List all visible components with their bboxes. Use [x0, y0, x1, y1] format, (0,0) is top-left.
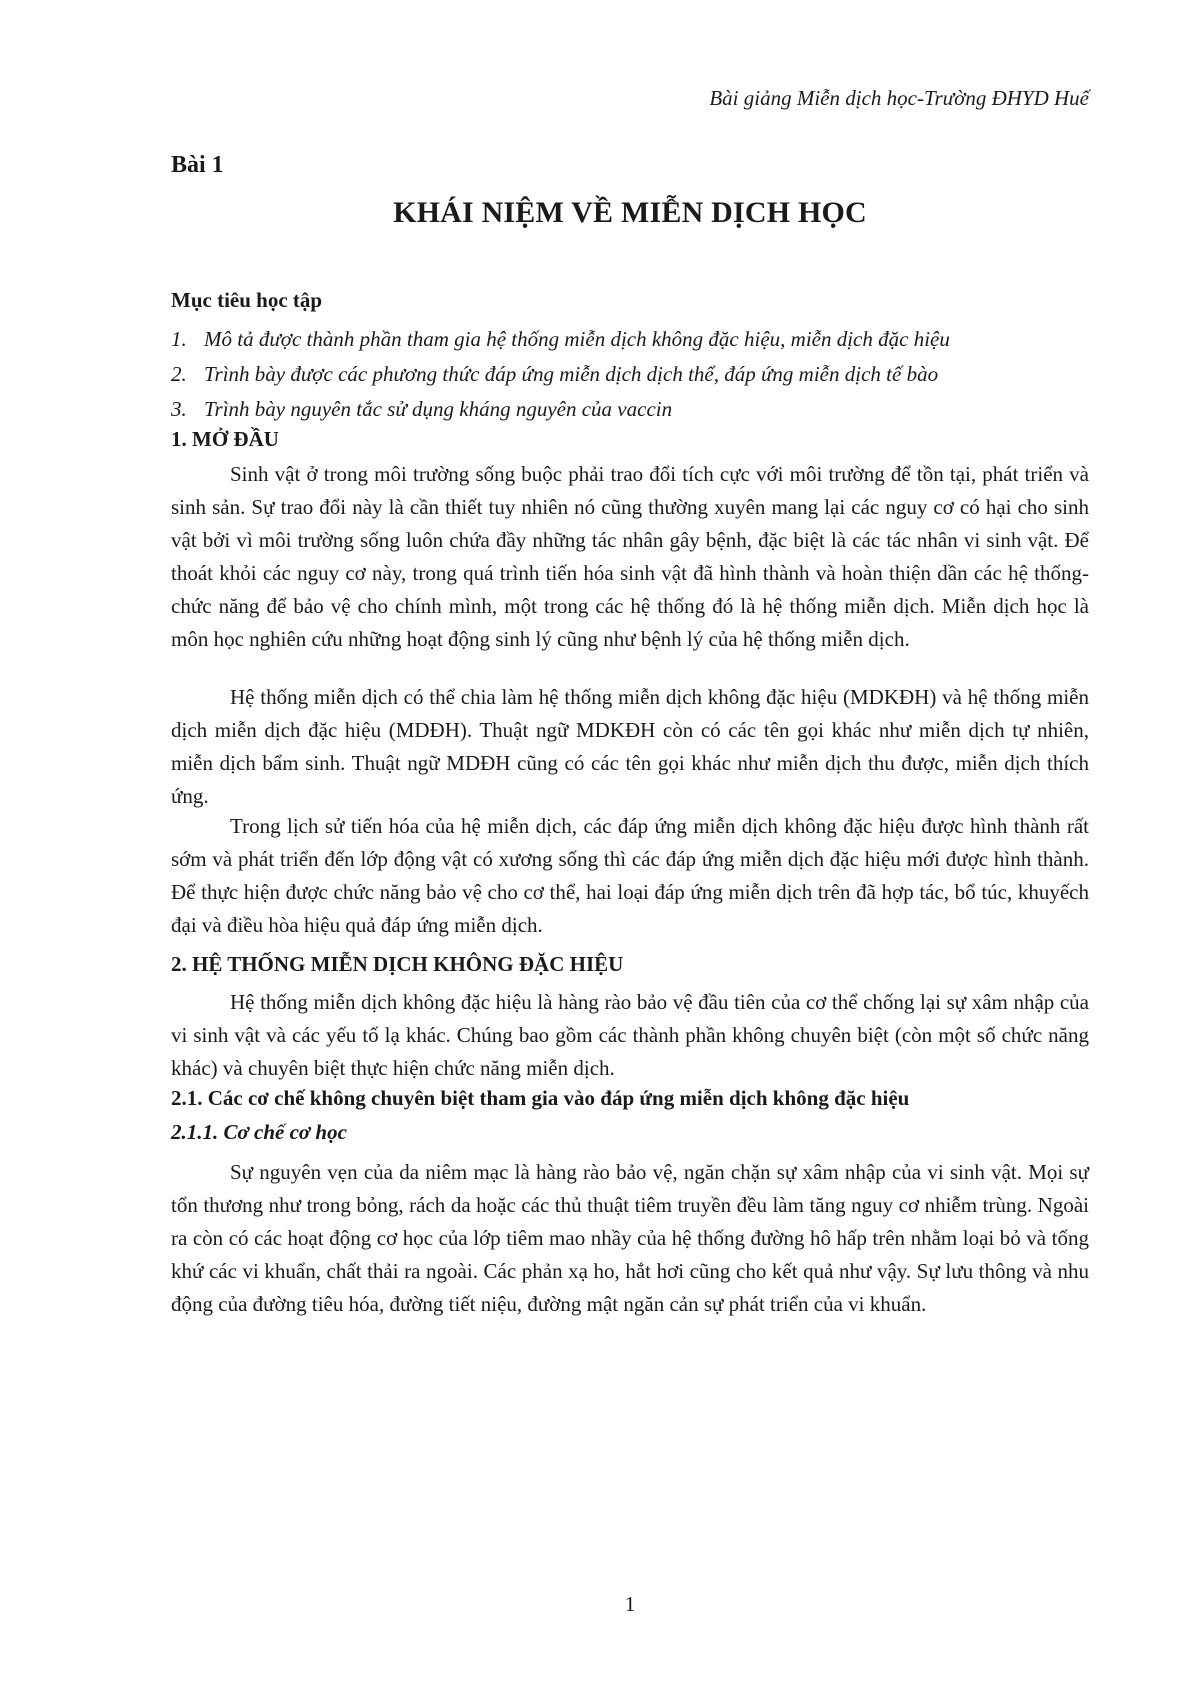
section-heading-intro: 1. MỞ ĐẦU: [171, 427, 279, 451]
paragraph: Hệ thống miễn dịch có thể chia làm hệ thống miễn dịch không đặc hiệu (MDKĐH) và hệ thống miễn dịch miễn dịch đặc hiệu (MDĐH). Thuật ngữ MDKĐH còn có các tên gọi khác như miễn dịch tự nhiên, miễn dịch bẩm sinh. Thuật ngữ MDĐH cũng có các tên gọi khác như miễn dịch thu được, miễn dịch thích ứng.: [171, 685, 1089, 808]
paragraph: Trong lịch sử tiến hóa của hệ miễn dịch, các đáp ứng miễn dịch không đặc hiệu được hình thành rất sớm và phát triển đến lớp động vật có xương sống thì các đáp ứng miễn dịch đặc hiệu mới được hình thành. Để thực hiện được chức năng bảo vệ cho cơ thể, hai loại đáp ứng miễn dịch trên đã hợp tác, bổ túc, khuyếch đại và điều hòa hiệu quả đáp ứng miễn dịch.: [171, 814, 1089, 937]
objectives-list: [171, 322, 1089, 427]
objective-number: 1.: [171, 327, 187, 351]
paragraph: Sinh vật ở trong môi trường sống buộc phải trao đổi tích cực với môi trường để tồn tại, phát triển và sinh sản. Sự trao đổi này là cần thiết tuy nhiên nó cũng thường xuyên mang lại các nguy cơ có hại cho sinh vật bởi vì môi trường sống luôn chứa đầy những tác nhân gây bệnh, đặc biệt là các tác nhân vi sinh vật. Để thoát khỏi các nguy cơ này, trong quá trình tiến hóa sinh vật đã hình thành và hoàn thiện dần các hệ thống-chức năng để bảo vệ cho chính mình, một trong các hệ thống đó là hệ thống miễn dịch. Miễn dịch học là môn học nghiên cứu những hoạt động sinh lý cũng như bệnh lý của hệ thống miễn dịch.: [171, 462, 1089, 651]
objective-text: Trình bày được các phương thức đáp ứng miễn dịch dịch thể, đáp ứng miễn dịch tế bào: [204, 362, 939, 386]
page-number: 1: [624, 1592, 636, 1616]
objective-text: Mô tả được thành phần tham gia hệ thống miễn dịch không đặc hiệu, miễn dịch đặc hiệu: [204, 327, 950, 351]
paragraph: Hệ thống miễn dịch không đặc hiệu là hàng rào bảo vệ đầu tiên của cơ thể chống lại sự xâm nhập của vi sinh vật và các yếu tố lạ khác. Chúng bao gồm các thành phần không chuyên biệt (còn một số chức năng khác) và chuyên biệt thực hiện chức năng miễn dịch.: [171, 990, 1089, 1080]
objectives-heading: Mục tiêu học tập: [171, 288, 323, 312]
subsection-heading: 2.1. Các cơ chế không chuyên biệt tham gia vào đáp ứng miễn dịch không đặc hiệu: [171, 1086, 910, 1110]
running-header: Bài giảng Miễn dịch học-Trường ĐHYD Huế: [709, 86, 1089, 110]
lesson-title: KHÁI NIỆM VỀ MIỄN DỊCH HỌC: [393, 196, 867, 229]
subsubsection-heading: 2.1.1. Cơ chế cơ học: [171, 1120, 347, 1144]
section-heading-nonspecific: 2. HỆ THỐNG MIỄN DỊCH KHÔNG ĐẶC HIỆU: [171, 952, 624, 976]
paragraph: Sự nguyên vẹn của da niêm mạc là hàng rào bảo vệ, ngăn chặn sự xâm nhập của vi sinh vật. Mọi sự tổn thương như trong bỏng, rách da hoặc các thủ thuật tiêm truyền đều làm tăng nguy cơ nhiễm trùng. Ngoài ra còn có các hoạt động cơ học của lớp tiêm mao nhầy của hệ thống đường hô hấp trên nhằm loại bỏ và tống khứ các vi khuẩn, chất thải ra ngoài. Các phản xạ ho, hắt hơi cũng cho kết quả như vậy. Sự lưu thông và nhu động của đường tiêu hóa, đường tiết niệu, đường mật ngăn cản sự phát triển của vi khuẩn.: [171, 1160, 1089, 1316]
objective-item: [171, 357, 1089, 392]
objective-text: Trình bày nguyên tắc sử dụng kháng nguyên của vaccin: [204, 397, 673, 421]
objective-number: 3.: [171, 397, 187, 421]
objective-number: 2.: [171, 362, 187, 386]
objective-item: [171, 392, 1089, 427]
objective-item: [171, 322, 1089, 357]
document-page: [171, 0, 1089, 1696]
lesson-number: Bài 1: [171, 152, 224, 178]
